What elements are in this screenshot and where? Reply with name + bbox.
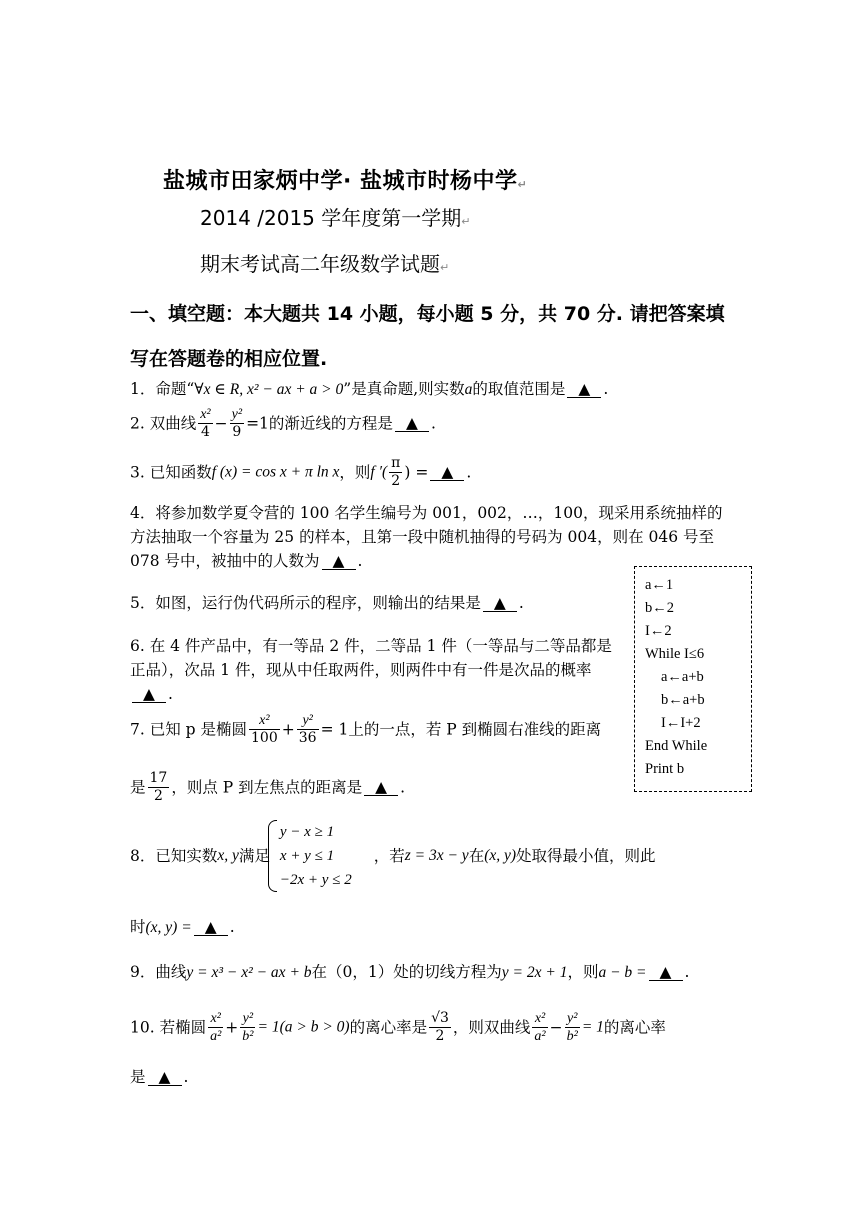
question-1: 1．命题“∀x ∈ R, x² − ax + a > 0”是真命题,则实数a的取值范围是 ▲ . bbox=[130, 380, 609, 398]
code-line: While I≤6 bbox=[645, 646, 705, 662]
answer-blank: ▲ bbox=[430, 464, 464, 481]
code-line: a←1 bbox=[645, 577, 674, 593]
question-3: 3. 已知函数f (x) = cos x + π ln x，则f ′( $\frac{\pi}{2}$ ) = ▲ . bbox=[130, 455, 472, 489]
pseudocode-box bbox=[634, 566, 752, 792]
code-line: I←2 bbox=[645, 623, 672, 639]
question-2: 2. 双曲线 $\frac{\text{x²}}{4}$ − $\frac{\text{y²}}{9}$ =1的渐近线的方程是 ▲ . bbox=[130, 407, 436, 440]
question-8-line2: 时(x, y) = ▲ . bbox=[130, 918, 235, 936]
section-heading-line1: 一、填空题：本大题共 14 小题，每小题 5 分，共 70 分. 请把答案填 bbox=[130, 303, 725, 325]
answer-blank: ▲ bbox=[364, 779, 398, 796]
constraint-system: y − x ≥ 1 x + y ≤ 1 −2x + y ≤ 2 bbox=[270, 820, 352, 892]
code-line: Print b bbox=[645, 761, 685, 777]
question-10-line2: 是 ▲ . bbox=[130, 1068, 189, 1086]
answer-blank: ▲ bbox=[567, 381, 601, 398]
section-heading-line2: 写在答题卷的相应位置. bbox=[130, 348, 328, 370]
answer-blank: ▲ bbox=[132, 686, 166, 703]
answer-blank: ▲ bbox=[395, 415, 429, 432]
question-5: 5．如图，运行伪代码所示的程序，则输出的结果是 ▲ . bbox=[130, 594, 524, 612]
question-7-line1: 7. 已知 p 是椭圆 $\frac{\text{x²}}{100}$ + $\frac{\text{y²}}{36}$ = 1上的一点，若 P 到椭圆右准线的距离 bbox=[130, 713, 602, 746]
answer-blank: ▲ bbox=[483, 595, 517, 612]
answer-blank: ▲ bbox=[322, 553, 356, 570]
code-line: b←a+b bbox=[661, 692, 705, 708]
question-6: 6. 在 4 件产品中，有一等品 2 件，二等品 1 件（一等品与二等品都是正品），次品 1 件，现从中任取两件，则两件中有一件是次品的概率▲ . bbox=[130, 637, 612, 703]
code-line: b←2 bbox=[645, 600, 674, 616]
question-9: 9．曲线y = x³ − x² − ax + b在（0，1）处的切线方程为y = 2x + 1，则a − b = ▲ . bbox=[130, 963, 690, 981]
question-10-line1: 10. 若椭圆 $\frac{\text{x²}}{\text{a²}}$ + $\frac{\text{y²}}{\text{b²}}$ = 1(a > b > 0)的离心率是 $\frac{√3}{2}$ ，则双曲线 $\frac{\text{x²}}{\text{a²}}$ − $\frac{\text{y²}}{\text{b²}}$ = 1的离心率 bbox=[130, 1010, 666, 1044]
school-names: 盐城市田家炳中学· 盐城市时杨中学↵ bbox=[163, 169, 528, 194]
term-title: 2014 /2015 学年度第一学期↵ bbox=[200, 206, 471, 230]
code-line: End While bbox=[645, 738, 708, 754]
code-line: I←I+2 bbox=[661, 715, 701, 731]
answer-blank: ▲ bbox=[649, 964, 683, 981]
question-8-line1: 8．已知实数x, y满足 y − x ≥ 1 x + y ≤ 1 −2x + y ≤ 2 ，若z = 3x − y在(x, y)处取得最小值，则此 bbox=[130, 820, 656, 892]
question-7-line2: 是 $\frac{17}{2}$ ，则点 P 到左焦点的距离是 ▲ . bbox=[130, 770, 406, 804]
answer-blank: ▲ bbox=[194, 919, 228, 936]
answer-blank: ▲ bbox=[148, 1069, 182, 1086]
question-4: 4．将参加数学夏令营的 100 名学生编号为 001，002，…，100，现采用系统抽样的方法抽取一个容量为 25 的样本，且第一段中随机抽得的号码为 004，则在 046 号至 078 号中，被抽中的人数为 ▲ . bbox=[130, 504, 723, 570]
exam-title: 期末考试高二年级数学试题↵ bbox=[200, 252, 450, 276]
code-line: a←a+b bbox=[661, 669, 704, 685]
